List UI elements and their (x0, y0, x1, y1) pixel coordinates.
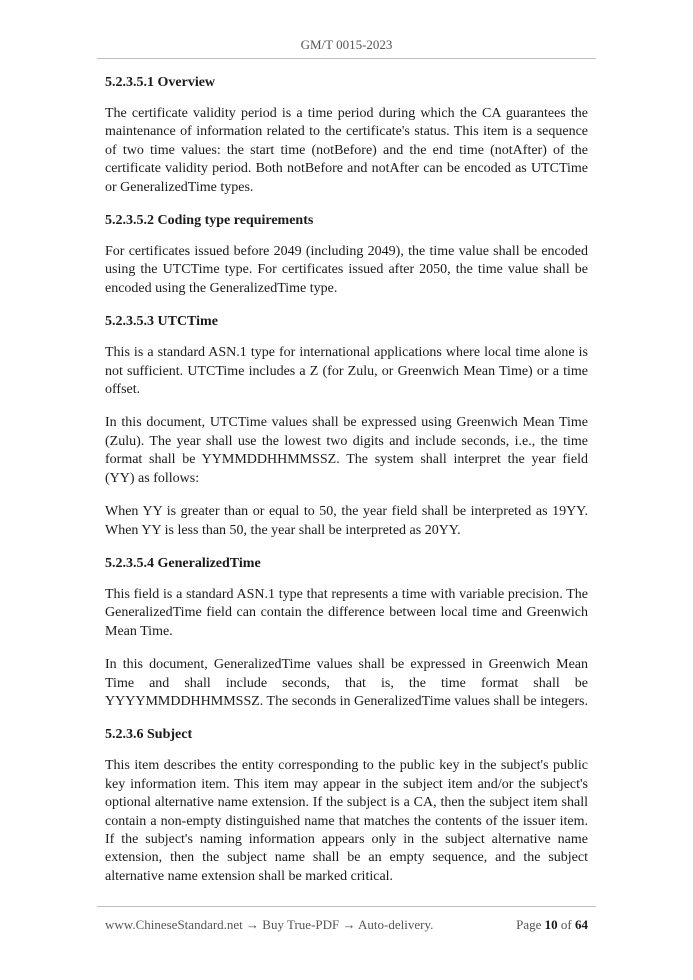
paragraph: For certificates issued before 2049 (including 2049), the time value shall be encoded using the UTCTime type. For certificates issued after 2050, the time value shall be encoded using the GeneralizedTime type. (105, 244, 588, 296)
section-heading-overview: 5.2.3.5.1 Overview (105, 75, 216, 90)
document-code-header: GM/T 0015-2023 (300, 37, 393, 52)
footer-promo (105, 917, 433, 933)
buy-pdf-link[interactable]: Buy True-PDF (262, 917, 340, 932)
paragraph: In this document, UTCTime values shall be expressed using Greenwich Mean Time (Zulu). The year shall use the lowest two digits and include seconds, i.e., the time format shall be YYMMDDHHMMSSZ. The system shall interpret the year field (YY) as follows: (105, 415, 588, 486)
section-heading-subject: 5.2.3.6 Subject (105, 727, 193, 743)
total-pages: 64 (575, 917, 588, 932)
page-body (105, 74, 588, 901)
paragraph: In this document, GeneralizedTime values shall be expressed in Greenwich Mean Time and shall include seconds, that is, the time format shall be YYYYMMDDHHMMSSZ. The seconds in GeneralizedTime values shall be integers. (105, 657, 588, 709)
section-heading-generalizedtime: 5.2.3.5.4 GeneralizedTime (105, 555, 261, 571)
paragraph: This is a standard ASN.1 type for international applications where local time alone is not sufficient. UTCTime includes a Z (for Zulu, or Greenwich Mean Time) or a time offset. (105, 345, 588, 398)
paragraph: This item describes the entity corresponding to the public key in the subject's public key information item. This item may appear in the subject item and/or the subject's optional alternative name extension. If the subject is a CA, then the subject item shall contain a non-empty distinguished name that matches the contents of the issuer item. If the subject's naming information appears only in the subject alternative name extension, then the subject name shall be an empty sequence, and the subject alternative name extension shall be marked critical. (105, 758, 588, 884)
of-label: of (560, 917, 572, 932)
page-number: 10 (544, 917, 558, 932)
section-heading-utctime: 5.2.3.5.3 UTCTime (105, 314, 218, 330)
footer-divider (97, 906, 596, 907)
page-label: Page (516, 917, 542, 932)
section-heading-coding-type: 5.2.3.5.2 Coding type requirements (105, 213, 314, 229)
paragraph: This field is a standard ASN.1 type that represents a time with variable precision. The GeneralizedTime field can contain the difference between local time and Greenwich Mean Time. (105, 586, 588, 639)
header-divider (97, 58, 596, 59)
auto-delivery-text: Auto-delivery. (358, 917, 434, 932)
website-link[interactable]: www.ChineseStandard.net (105, 917, 243, 932)
paragraph: When YY is greater than or equal to 50, the year field shall be interpreted as 19YY. When YY is less than 50, the year shall be interpreted as 20YY. (105, 504, 588, 538)
arrow-right-icon: → (342, 917, 356, 932)
page-indicator (516, 917, 588, 933)
paragraph: The certificate validity period is a time period during which the CA guarantees the maintenance of information related to the certificate's status. This item is a sequence of two time values: the start time (notBefore) and the end time (notAfter) of the certificate validity period. Both notBefore and notAfter can be encoded as UTCTime or GeneralizedTime types. (105, 106, 588, 195)
arrow-right-icon: → (246, 917, 260, 932)
